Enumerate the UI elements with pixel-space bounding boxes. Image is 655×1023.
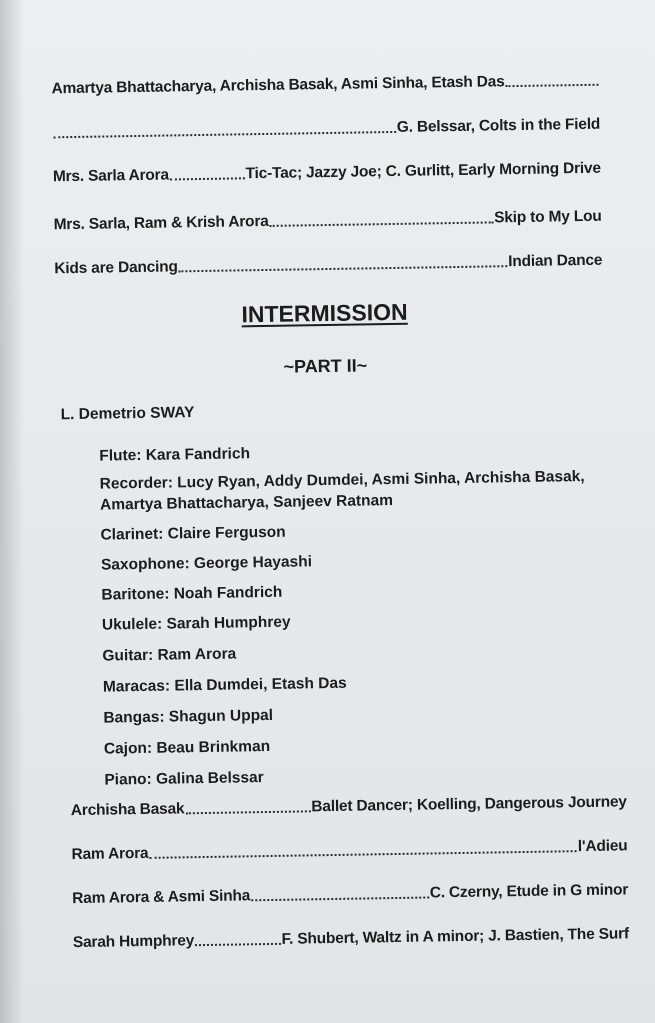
instrument-line: Maracas: Ella Dumdei, Etash Das	[102, 674, 347, 696]
program-entry-5	[71, 793, 627, 820]
instrument-line: Piano: Galina Belssar	[104, 769, 264, 789]
intermission-heading	[0, 295, 652, 332]
leader-dots	[53, 131, 396, 138]
leader-dots	[506, 84, 599, 87]
program-entry-1	[51, 72, 599, 99]
instrument-line: Clarinet: Claire Ferguson	[100, 523, 286, 544]
piece-title: C. Czerny, Etude in G minor	[429, 881, 629, 902]
performer-names: Kids are Dancing	[54, 258, 178, 278]
instrument-line: Saxophone: George Hayashi	[100, 553, 313, 574]
leader-dots	[170, 177, 245, 180]
leader-dots	[185, 810, 310, 814]
performer-names: Ram Arora & Asmi Sinha	[72, 887, 251, 908]
piece-title: F. Shubert, Waltz in A minor; J. Bastien, The Surf	[281, 925, 629, 948]
program-entry-7	[72, 881, 628, 908]
instrument-line: Recorder: Lucy Ryan, Addy Dumdei, Asmi Sinha, Archisha Basak, Amartya Bhattacharya, Sanjeev Ratnam	[99, 467, 585, 514]
program-entry-1-continued	[52, 116, 600, 143]
piece-title: l'Adieu	[577, 837, 628, 856]
instrument-line: Guitar: Ram Arora	[102, 645, 237, 665]
instrument-line: Baritone: Noah Fandrich	[101, 583, 283, 604]
performer-names: Amartya Bhattacharya, Archisha Basak, Asmi Sinha, Etash Das	[51, 73, 505, 98]
performer-names: Ram Arora	[71, 844, 149, 864]
performer-names: Sarah Humphrey	[72, 932, 195, 952]
program-entry-8	[73, 925, 629, 952]
instrument-line: Bangas: Shagun Uppal	[103, 706, 274, 727]
piece-title: G. Belssar, Colts in the Field	[396, 115, 601, 136]
performer-names: Mrs. Sarla Arora	[52, 166, 169, 186]
piece-title: Skip to My Lou	[494, 207, 602, 227]
instrument-line: Ukulele: Sarah Humphrey	[101, 613, 291, 634]
program-entry-6	[71, 837, 627, 864]
performer-names: Archisha Basak	[70, 800, 185, 820]
piece-title: Ballet Dancer; Koelling, Dangerous Journey	[311, 793, 627, 816]
piece-title: Indian Dance	[508, 251, 603, 271]
ensemble-title: L. Demetrio SWAY	[60, 404, 195, 424]
program-entry-3	[54, 208, 602, 235]
program-entry-2	[53, 160, 601, 187]
piece-title: Tic-Tac; Jazzy Joe; C. Gurlitt, Early Morning Drive	[245, 159, 601, 183]
leader-dots	[195, 943, 280, 946]
leader-dots	[179, 265, 507, 272]
leader-dots	[251, 896, 429, 901]
instrument-line: Flute: Kara Fandrich	[99, 445, 251, 465]
program-entry-4	[54, 252, 602, 279]
leader-dots	[149, 850, 576, 859]
intermission-text: INTERMISSION	[241, 298, 408, 328]
performer-names: Mrs. Sarla, Ram & Krish Arora	[53, 212, 269, 234]
part-heading: ~PART II~	[283, 355, 368, 377]
leader-dots	[270, 221, 494, 227]
instrument-line: Cajon: Beau Brinkman	[103, 737, 271, 758]
